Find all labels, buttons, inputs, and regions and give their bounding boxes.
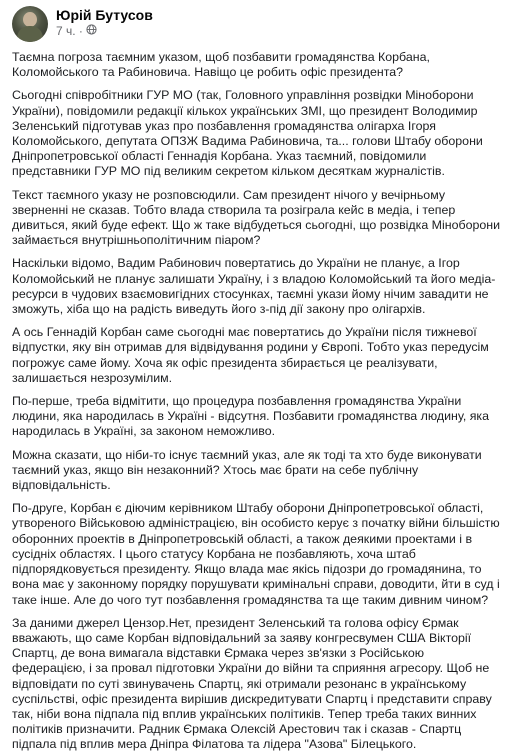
post-paragraph: Сьогодні співробітники ГУР МО (так, Головного управління розвідки Міноборони України), повідомили редакції кількох українських ЗМІ, що президент Володимир Зеленський підготував указ про позбавлення громадянства олігарха Ігоря Коломойського, депутата ОПЗЖ Вадима Рабиновича, та... голови Штабу оборони Дніпропетровської області Геннадія Корбана. Указ таємний, повідомили представники ГУР МО під великим секретом кільком десяткам журналістів. [12,88,483,179]
post-meta [56,6,153,39]
post-header [12,6,500,44]
post-paragraph: По-перше, треба відмітити, що процедура позбавлення громадянства України людини, яка народилась в Україні - відсутня. Позбавити громадянства людину, яка народилась в Україні, за законом неможливо. [12,394,490,439]
post-subline [56,24,153,39]
post-paragraph: Таємна погроза таємним указом, щоб позбавити громадянства Корбана, Коломойського та Рабиновича. Навіщо це робить офіс президента? [12,50,430,80]
post-paragraph: Можна сказати, що ніби-то існує таємний указ, але як тоді та хто буде виконувати таємний указ, якщо він незаконний? Хтось має брати на себе публічну відповідальність. [12,447,482,493]
separator-dot: · [75,24,83,38]
post-time[interactable]: 7 ч. [56,24,76,38]
author-avatar[interactable] [12,6,48,42]
post-body [12,50,500,753]
post-paragraph: А ось Геннадій Корбан саме сьогодні має повертатись до України після тижневої відпустки, яку він отримав для відвідування родини у Європі. Тобто указ передусім погрожує саме йому. Хоча як офіс президента збирається це реалізувати, залишається незрозумілим. [12,325,489,385]
author-name[interactable]: Юрій Бутусов [56,7,153,23]
post-paragraph: Наскільки відомо, Вадим Рабинович повертатись до України не планує, а Ігор Коломойський не планує залишати Україну, і з владою Коломойський та його медіа-ресурси в чудових взаємовигідних стосунках, таємні укази йому нічим завадити не зможуть, хіба що на радість виведуть його з-під дії закону про олігархів. [12,256,496,317]
post-paragraph: За даними джерел Цензор.Нет, президент Зеленський та голова офісу Єрмак вважають, що саме Корбан відповідальний за заяву конгресвумен США Вікторії Спартц, де вона вимагала відставки Єрмака через зв'язки з Російською федерацією, і за провал підготовки України до війни та сприяння агресору. Щоб не відповідати по суті звинувачень Спартц, які отримали резонанс в українському суспільстві, офіс президента вирішив дискредитувати Спартц і представити справу так, ніби вона підпала під вплив українських політиків. Тепер треба таких винних політиків призначити. Радник Єрмака Олексій Арестович так і сказав - Спартц підпала під вплив мера Дніпра Філатова та лідера "Азова" Білецького. [12,615,492,752]
post-paragraph: По-друге, Корбан є діючим керівником Штабу оборони Дніпропетровської області, утвореного Військовою адміністрацією, він особисто керує з початку війни більшістю оборонних проектів в Дніпропетровській області, а також деякими проектами і в сусідніх областях. І цього статусу Корбана не позбавляють, хоча штаб підпорядковується президенту. Якщо влада має якісь підозри до громадянина, то вона має у законному порядку порушувати кримінальні справи, доводити, йти в суд і таке інше. Але до чого тут позбавлення громадянства та ще таким дивним чином? [12,501,500,607]
globe-icon [86,24,97,39]
post-paragraph: Текст таємного указу не розповсюдили. Сам президент нічого у вечірньому зверненні не сказав. Тобто влада створила та розіграла кейс в медіа, і тепер дивиться, який буде ефект. Що ж таке відбудеться сьогодні, що розвідка Міноборони займається внутрішньополітичним піаром? [12,187,501,248]
